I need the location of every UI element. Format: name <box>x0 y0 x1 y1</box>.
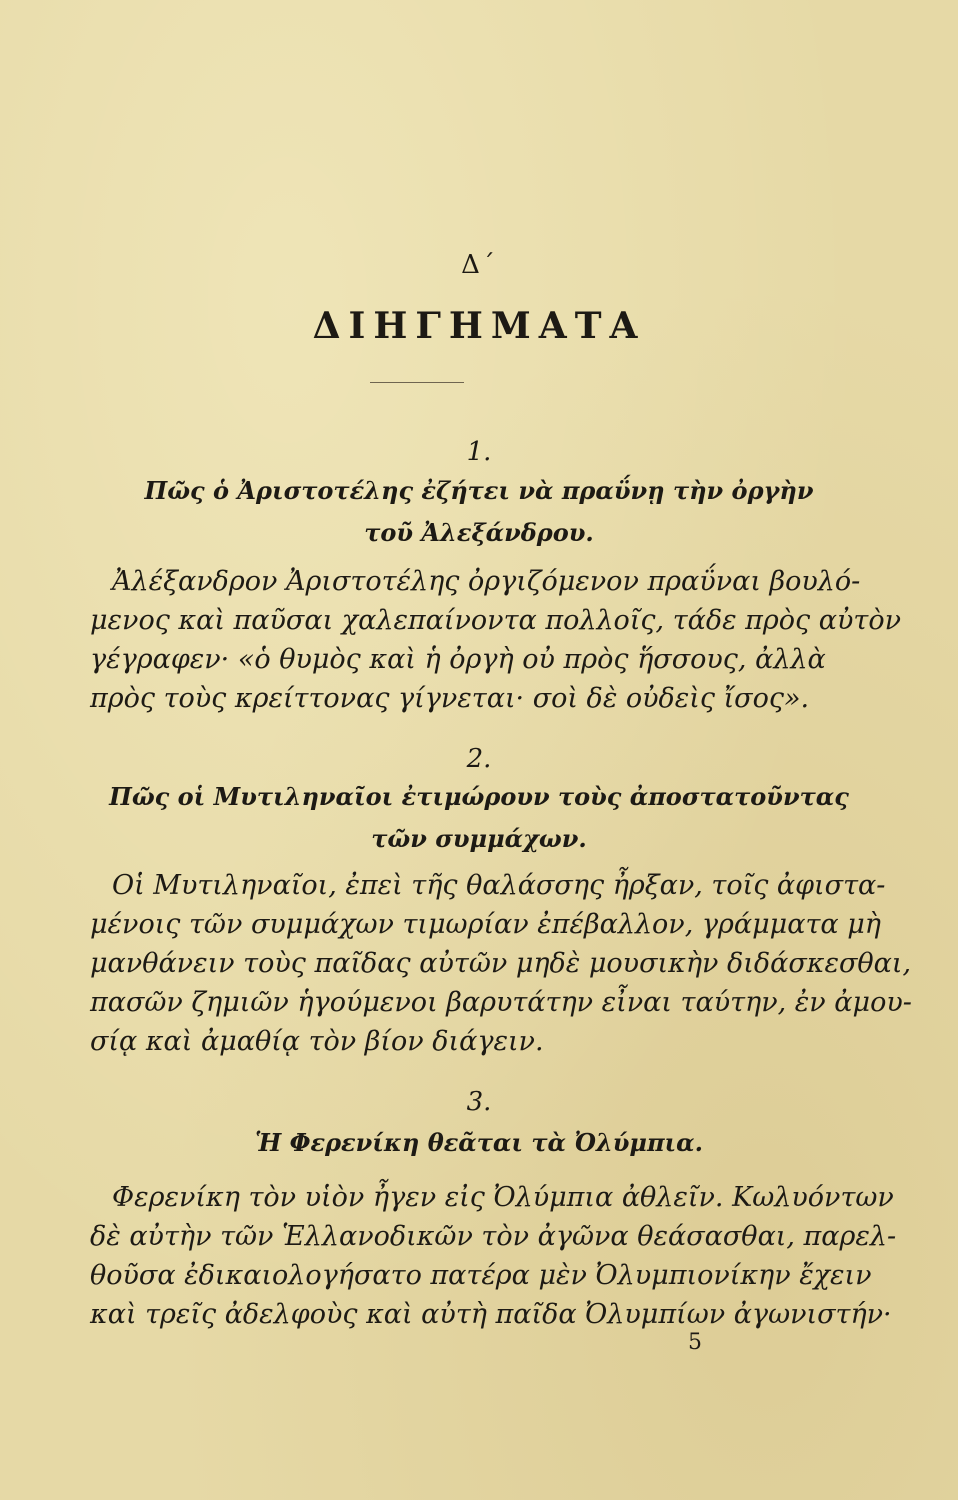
page-number: 5 <box>688 1330 702 1355</box>
story-heading-1 <box>60 470 898 554</box>
text-line: δὲ αὐτὴν τῶν Ἑλλανοδικῶν τὸν ἀγῶνα θεάσασθαι, παρελ- <box>90 1221 897 1252</box>
story-text-1 <box>90 562 902 718</box>
text-line: μανθάνειν τοὺς παῖδας αὐτῶν μηδὲ μουσικὴν διδάσκεσθαι, <box>90 948 912 979</box>
story-heading-2-line: Πῶς οἱ Μυτιληναῖοι ἐτιμώρουν τοὺς ἀποστατοῦντας <box>109 782 849 811</box>
story-heading-3 <box>60 1122 898 1164</box>
text-line: πρὸς τοὺς κρείττονας γίγνεται· σοὶ δὲ οὐδεὶς ἴσος». <box>90 683 810 714</box>
section-mark: Δ΄ <box>461 250 497 280</box>
chapter-title: ΔΙΗΓΗΜΑΤΑ <box>312 305 646 347</box>
text-line: μενος καὶ παῦσαι χαλεπαίνοντα πολλοῖς, τάδε πρὸς αὐτὸν <box>90 605 902 636</box>
text-line: θοῦσα ἐδικαιολογήσατο πατέρα μὲν Ὀλυμπιονίκην ἔχειν <box>90 1260 872 1291</box>
text-line: καὶ τρεῖς ἀδελφοὺς καὶ αὐτὴ παῖδα Ὀλυμπίων ἀγωνιστήν· <box>90 1299 892 1330</box>
story-heading-3-line: Ἡ Φερενίκη θεᾶται τὰ Ὀλύμπια. <box>254 1128 703 1157</box>
text-line: Οἱ Μυτιληναῖοι, ἐπεὶ τῆς θαλάσσης ἦρξαν, τοῖς ἀφιστα- <box>112 870 886 901</box>
text-line: γέγραφεν· «ὁ θυμὸς καὶ ἡ ὀργὴ οὐ πρὸς ἥσσους, ἀλλὰ <box>90 644 826 675</box>
story-heading-2-line: τῶν συμμάχων. <box>371 824 587 853</box>
text-line: πασῶν ζημιῶν ἡγούμενοι βαρυτάτην εἶναι ταύτην, ἐν ἀμου- <box>90 987 912 1018</box>
story-number-2: 2. <box>466 744 492 774</box>
text-line: Ἀλέξανδρον Ἀριστοτέλης ὀργιζόμενον πραΰναι βουλό- <box>112 566 861 597</box>
story-number-3: 3. <box>466 1087 492 1117</box>
story-text-2 <box>90 866 912 1061</box>
text-line: Φερενίκη τὸν υἱὸν ἦγεν εἰς Ὀλύμπια ἀθλεῖν. Κωλυόντων <box>112 1182 894 1213</box>
story-text-3 <box>90 1178 897 1334</box>
story-heading-1-line: τοῦ Ἀλεξάνδρου. <box>364 518 594 547</box>
story-heading-1-line: Πῶς ὁ Ἀριστοτέλης ἐζήτει νὰ πραΰνῃ τὴν ὀργὴν <box>144 476 814 505</box>
story-number-1: 1. <box>466 437 492 467</box>
story-heading-2 <box>60 776 898 860</box>
title-divider <box>370 382 464 383</box>
text-line: μένοις τῶν συμμάχων τιμωρίαν ἐπέβαλλον, γράμματα μὴ <box>90 909 881 940</box>
text-line: σίᾳ καὶ ἀμαθίᾳ τὸν βίον διάγειν. <box>90 1026 544 1057</box>
